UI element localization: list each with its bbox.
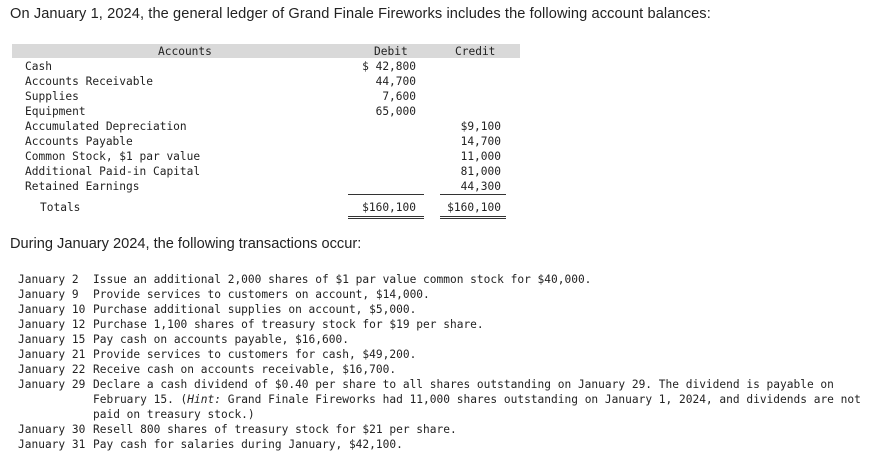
list-item bbox=[18, 422, 863, 437]
list-item bbox=[18, 287, 863, 302]
transaction-date: January 29 bbox=[18, 378, 86, 391]
transactions-intro: During January 2024, the following transactions occur: bbox=[10, 236, 362, 252]
account-name: Supplies bbox=[25, 90, 79, 103]
credit-value: 81,000 bbox=[460, 165, 501, 178]
list-item bbox=[18, 377, 868, 422]
table-header-row bbox=[12, 44, 520, 58]
header-credit: Credit bbox=[455, 45, 496, 58]
transaction-text bbox=[93, 377, 868, 422]
transaction-text: Provide services to customers for cash, $49,200. bbox=[93, 348, 417, 361]
totals-row bbox=[12, 200, 520, 215]
credit-double-rule-2 bbox=[440, 218, 506, 219]
transaction-date: January 30 bbox=[18, 423, 86, 436]
transaction-date: January 22 bbox=[18, 363, 86, 376]
credit-total: $160,100 bbox=[447, 201, 501, 214]
table-row bbox=[12, 179, 520, 194]
list-item bbox=[18, 347, 863, 362]
table-row bbox=[12, 104, 520, 119]
transaction-text: Pay cash for salaries during January, $42,100. bbox=[93, 438, 403, 451]
account-name: Cash bbox=[25, 60, 52, 73]
account-name: Equipment bbox=[25, 105, 86, 118]
debit-value: 7,600 bbox=[382, 90, 416, 103]
credit-total-rule bbox=[440, 194, 506, 195]
account-name: Accumulated Depreciation bbox=[25, 120, 187, 133]
account-name: Common Stock, $1 par value bbox=[25, 150, 201, 163]
transaction-text: Provide services to customers on account, $14,000. bbox=[93, 288, 430, 301]
list-item bbox=[18, 272, 863, 287]
table-row bbox=[12, 134, 520, 149]
totals-label: Totals bbox=[40, 201, 81, 214]
transaction-text: Purchase additional supplies on account, $5,000. bbox=[93, 303, 417, 316]
debit-value: $ 42,800 bbox=[362, 60, 416, 73]
list-item bbox=[18, 437, 863, 452]
list-item bbox=[18, 317, 863, 332]
credit-value: $9,100 bbox=[460, 120, 501, 133]
account-name: Additional Paid-in Capital bbox=[25, 165, 201, 178]
header-accounts: Accounts bbox=[158, 45, 212, 58]
transaction-text: Resell 800 shares of treasury stock for $21 per share. bbox=[93, 423, 457, 436]
table-row bbox=[12, 164, 520, 179]
account-name: Accounts Receivable bbox=[25, 75, 153, 88]
table-row bbox=[12, 89, 520, 104]
debit-total: $160,100 bbox=[362, 201, 416, 214]
transaction-date: January 9 bbox=[18, 288, 79, 301]
account-name: Accounts Payable bbox=[25, 135, 133, 148]
debit-total-rule bbox=[348, 194, 424, 195]
transaction-date: January 12 bbox=[18, 318, 86, 331]
header-debit: Debit bbox=[374, 45, 408, 58]
table-row bbox=[12, 74, 520, 89]
table-row bbox=[12, 149, 520, 164]
transaction-date: January 21 bbox=[18, 348, 86, 361]
transaction-date: January 15 bbox=[18, 333, 86, 346]
transaction-text: Purchase 1,100 shares of treasury stock for $19 per share. bbox=[93, 318, 484, 331]
debit-value: 65,000 bbox=[375, 105, 416, 118]
transaction-text-part: Declare a cash dividend of $0.40 per share to all shares outstanding on January 29. The dividend is payable on February 15. ( bbox=[93, 378, 841, 406]
list-item bbox=[18, 302, 863, 317]
transaction-date: January 2 bbox=[18, 273, 79, 286]
list-item bbox=[18, 332, 863, 347]
table-row bbox=[12, 59, 520, 74]
list-item bbox=[18, 362, 863, 377]
table-row bbox=[12, 119, 520, 134]
debit-double-rule-1 bbox=[348, 216, 424, 217]
transaction-date: January 31 bbox=[18, 438, 86, 451]
intro-text: On January 1, 2024, the general ledger of Grand Finale Fireworks includes the following account balances: bbox=[10, 6, 711, 22]
debit-value: 44,700 bbox=[375, 75, 416, 88]
credit-value: 11,000 bbox=[460, 150, 501, 163]
transactions-list bbox=[18, 272, 868, 452]
transaction-text: Receive cash on accounts receivable, $16,700. bbox=[93, 363, 397, 376]
account-balances-table bbox=[12, 44, 522, 219]
credit-value: 14,700 bbox=[460, 135, 501, 148]
transaction-text-part: Grand Finale Fireworks had 11,000 shares outstanding on January 1, 2024, and dividends are not paid on treasury stock.) bbox=[93, 393, 868, 421]
credit-value: 44,300 bbox=[460, 180, 501, 193]
transaction-text: Pay cash on accounts payable, $16,600. bbox=[93, 333, 349, 346]
credit-double-rule-1 bbox=[440, 216, 506, 217]
transaction-text: Issue an additional 2,000 shares of $1 par value common stock for $40,000. bbox=[93, 273, 592, 286]
hint-label: Hint: bbox=[187, 393, 221, 406]
account-name: Retained Earnings bbox=[25, 180, 140, 193]
debit-double-rule-2 bbox=[348, 218, 424, 219]
transaction-date: January 10 bbox=[18, 303, 86, 316]
